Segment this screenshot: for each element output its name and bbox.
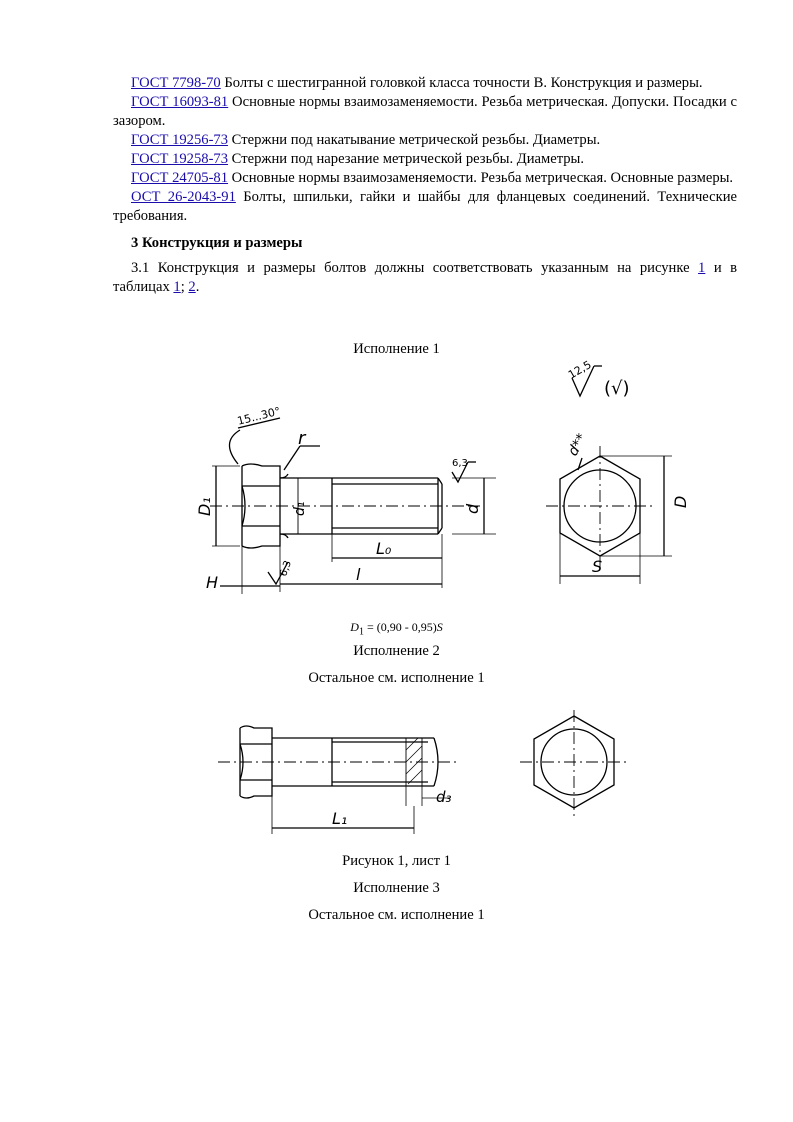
section-heading: 3 Конструкция и размеры — [131, 235, 303, 251]
formula-symbol: D — [350, 620, 359, 634]
roughness-mark-top — [566, 358, 630, 399]
reference-link[interactable]: ОСТ 26-2043-91 — [131, 189, 236, 205]
formula-expression: = (0,90 - 0,95) — [363, 620, 437, 634]
paragraph-3-1 — [113, 259, 737, 297]
reference-link[interactable]: ГОСТ 19256-73 — [131, 132, 229, 148]
reference-item — [113, 131, 737, 150]
formula-variable: S — [436, 620, 443, 634]
caption-rest-2: Остальное см. исполнение 1 — [308, 670, 485, 686]
figure-link[interactable]: 1 — [698, 260, 706, 276]
reference-item — [113, 93, 737, 131]
label-d3: d₃ — [436, 788, 452, 806]
reference-item — [113, 150, 737, 169]
reference-link[interactable]: ГОСТ 7798-70 — [131, 75, 221, 91]
paragraph-text: и в таблицах — [113, 260, 737, 295]
formula-subscript: 1 — [358, 626, 364, 638]
label-d-star: d** — [565, 431, 591, 459]
bolt-side-view-2 — [218, 726, 460, 834]
caption-variant-3: Исполнение 3 — [353, 880, 440, 896]
reference-text: Стержни под нарезание метрической резьбы. Диаметры. — [228, 151, 585, 167]
label-angle: 15...30° — [235, 404, 282, 428]
label-r: r — [298, 428, 306, 449]
roughness-head-label: 6,3 — [278, 559, 294, 579]
caption-rest-3: Остальное см. исполнение 1 — [308, 907, 485, 923]
reference-text: Болты, шпильки, гайки и шайбы для фланцевых соединений. Технические требования. — [113, 189, 737, 224]
document-body — [113, 74, 737, 297]
paragraph-text: . — [195, 279, 200, 295]
bolt-top-view-2 — [520, 710, 628, 816]
reference-link[interactable]: ГОСТ 24705-81 — [131, 170, 229, 186]
reference-item — [113, 169, 737, 188]
label-L0: L₀ — [376, 539, 392, 558]
label-S: S — [592, 557, 603, 576]
bolt-top-view — [546, 431, 690, 584]
reference-link[interactable]: ГОСТ 19258-73 — [131, 151, 229, 167]
label-D: D — [671, 495, 690, 508]
drawing-variant-2 — [214, 710, 644, 840]
roughness-top-label: 12,5 — [565, 358, 594, 382]
caption-variant-1: Исполнение 1 — [353, 341, 440, 357]
formula-D1 — [0, 620, 793, 637]
reference-item — [113, 74, 737, 93]
bolt-side-view — [195, 405, 496, 594]
reference-link[interactable]: ГОСТ 16093-81 — [131, 94, 229, 110]
paragraph-text: ; — [180, 279, 189, 295]
roughness-paren-label: (√) — [604, 378, 630, 399]
label-d1: d₁ — [292, 501, 308, 516]
label-H: H — [206, 573, 219, 592]
reference-item — [113, 188, 737, 226]
caption-variant-2: Исполнение 2 — [353, 643, 440, 659]
reference-text: Основные нормы взаимозаменяемости. Резьба метрическая. Основные размеры. — [228, 170, 734, 186]
caption-figure: Рисунок 1, лист 1 — [342, 853, 451, 869]
table-link-2[interactable]: 2 — [188, 279, 196, 295]
roughness-thread-label: 6,3 — [452, 458, 468, 469]
references-list — [113, 74, 737, 226]
label-d: d — [463, 503, 482, 514]
label-D1: D₁ — [195, 497, 214, 516]
reference-text: Основные нормы взаимозаменяемости. Резьба метрическая. Допуски. Посадки с зазором. — [113, 94, 737, 129]
label-l: l — [356, 565, 361, 584]
reference-text: Болты с шестигранной головкой класса точности В. Конструкция и размеры. — [220, 75, 703, 91]
drawing-variant-1 — [180, 358, 690, 612]
table-link-1[interactable]: 1 — [173, 279, 181, 295]
paragraph-text: 3.1 Конструкция и размеры болтов должны соответствовать указанным на рисунке — [131, 260, 699, 276]
reference-text: Стержни под накатывание метрической резьбы. Диаметры. — [228, 132, 601, 148]
label-L1: L₁ — [332, 809, 348, 828]
